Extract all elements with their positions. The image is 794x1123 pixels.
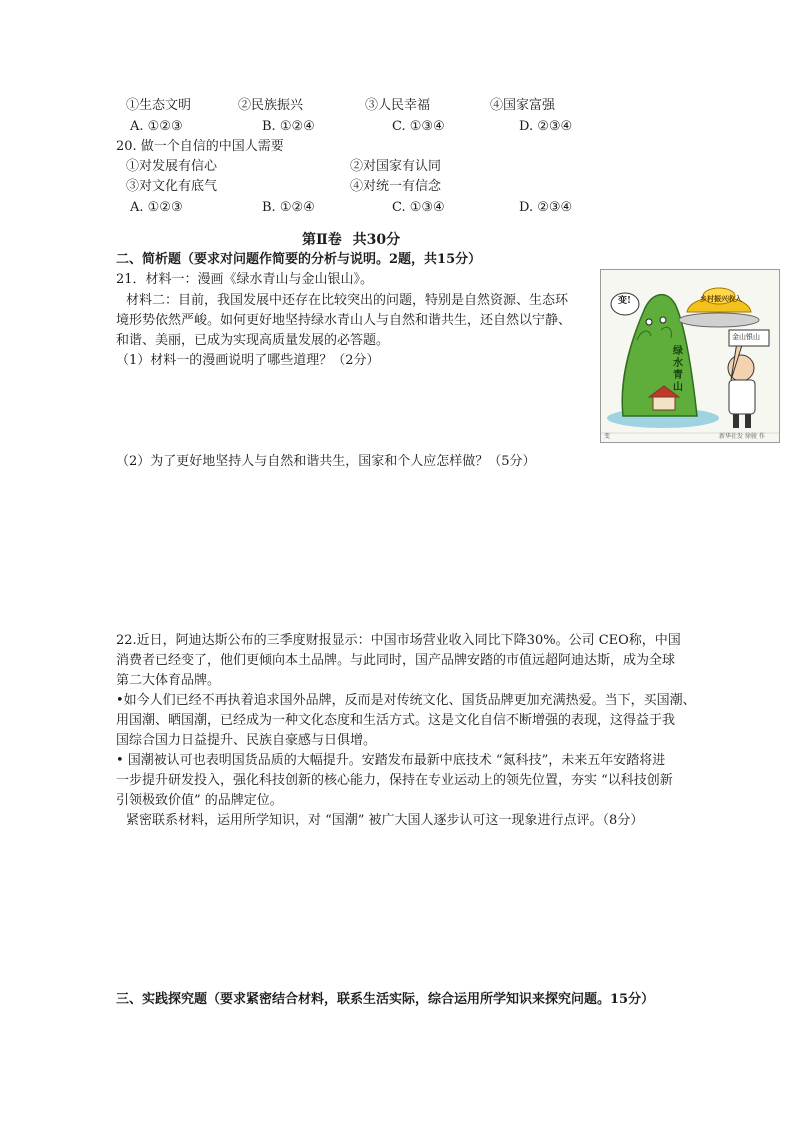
q19-option-b: B. ①②④ <box>262 119 315 134</box>
q20-stem: 20. 做一个自信的中国人需要 <box>116 139 284 154</box>
q21-material2-line2: 境形势依然严峻。如何更好地坚持绿水青山人与自然和谐共生，还自然以宁静、 <box>116 313 572 328</box>
q20-item-4: ④对统一有信念 <box>350 179 442 194</box>
q19-option-a: A. ①②③ <box>130 119 183 134</box>
q20-option-d: D. ②③④ <box>519 200 573 215</box>
cartoon-footer-left: 变 <box>604 433 611 440</box>
q22-bullet1-line-2: 用国潮、晒国潮，已经成为一种文化态度和生活方式。这是文化自信不断增强的表现，这得益于我 <box>116 713 676 728</box>
q20-item-1: ①对发展有信心 <box>126 159 218 174</box>
q22-bullet1-line-1: •如今人们已经不再执着追求国外品牌，反而是对传统文化、国货品牌更加充满热爱。当下，买国潮、 <box>116 693 696 708</box>
q21-material1: 21．材料一：漫画《绿水青山与金山银山》。 <box>116 272 374 287</box>
q22-line-3: 第二大体育品牌。 <box>116 673 221 688</box>
q21-subquestion-2: （2）为了更好地坚持人与自然和谐共生，国家和个人应怎样做？（5分） <box>116 454 536 469</box>
q19-item-1: ①生态文明 <box>126 98 192 113</box>
q21-material2-line1: 材料二：目前，我国发展中还存在比较突出的问题，特别是自然资源、生态环 <box>126 293 569 308</box>
q22-bullet2-line-2: 一步提升研发投入，强化科技创新的核心能力，保持在专业运动上的领先位置，夯实 “以科技创新 <box>116 773 673 788</box>
q20-item-3: ③对文化有底气 <box>126 179 218 194</box>
q21-material2-line3: 和谐、美丽，已成为实现高质量发展的必答题。 <box>116 333 390 348</box>
q22-task: 紧密联系材料，运用所学知识，对 “国潮” 被广大国人逐步认可这一现象进行点评。（8分） <box>126 813 644 828</box>
q20-option-c: C. ①③④ <box>392 200 445 215</box>
part2-title: 第Ⅱ卷 共30分 <box>302 232 401 248</box>
cartoon-credit: 新华社发 徐骏 作 <box>719 433 765 440</box>
q22-bullet2-line-1: • 国潮被认可也表明国货品质的大幅提升。安踏发布最新中底技术 “氮科技”，未来五年安踏将进 <box>116 753 666 768</box>
section3-heading: 三、实践探究题（要求紧密结合材料，联系生活实际，综合运用所学知识来探究问题。15分） <box>116 992 655 1007</box>
cartoon-bubble-text: 变! <box>618 296 631 306</box>
q19-item-4: ④国家富强 <box>490 98 556 113</box>
q21-subquestion-1: （1）材料一的漫画说明了哪些道理？（2分） <box>116 353 380 368</box>
q22-line-1: 22.近日，阿迪达斯公布的三季度财报显示：中国市场营业收入同比下降30%。公司 CEO称，中国 <box>116 633 681 648</box>
q19-item-3: ③人民幸福 <box>365 98 431 113</box>
cartoon-mountain-label: 绿水青山 <box>673 346 683 393</box>
q20-option-a: A. ①②③ <box>130 200 183 215</box>
q20-option-b: B. ①②④ <box>262 200 315 215</box>
q22-bullet2-line-3: 引领极致价值” 的品牌定位。 <box>116 793 283 808</box>
q19-option-c: C. ①③④ <box>392 119 445 134</box>
section2-heading: 二、简析题（要求对问题作简要的分析与说明。2题，共15分） <box>116 252 482 267</box>
q22-bullet1-line-3: 国综合国力日益提升、民族自豪感与日俱增。 <box>116 733 377 748</box>
q19-option-d: D. ②③④ <box>519 119 573 134</box>
cartoon-ingot-label: 乡村振兴收入 <box>700 294 742 303</box>
cartoon-sign-text: 金山银山 <box>732 333 760 341</box>
q20-item-2: ②对国家有认同 <box>350 159 442 174</box>
q22-line-2: 消费者已经变了，他们更倾向本土品牌。与此同时，国产品牌安踏的市值远超阿迪达斯，成为全球 <box>116 653 676 668</box>
cartoon-illustration <box>600 269 780 443</box>
q19-item-2: ②民族振兴 <box>238 98 304 113</box>
